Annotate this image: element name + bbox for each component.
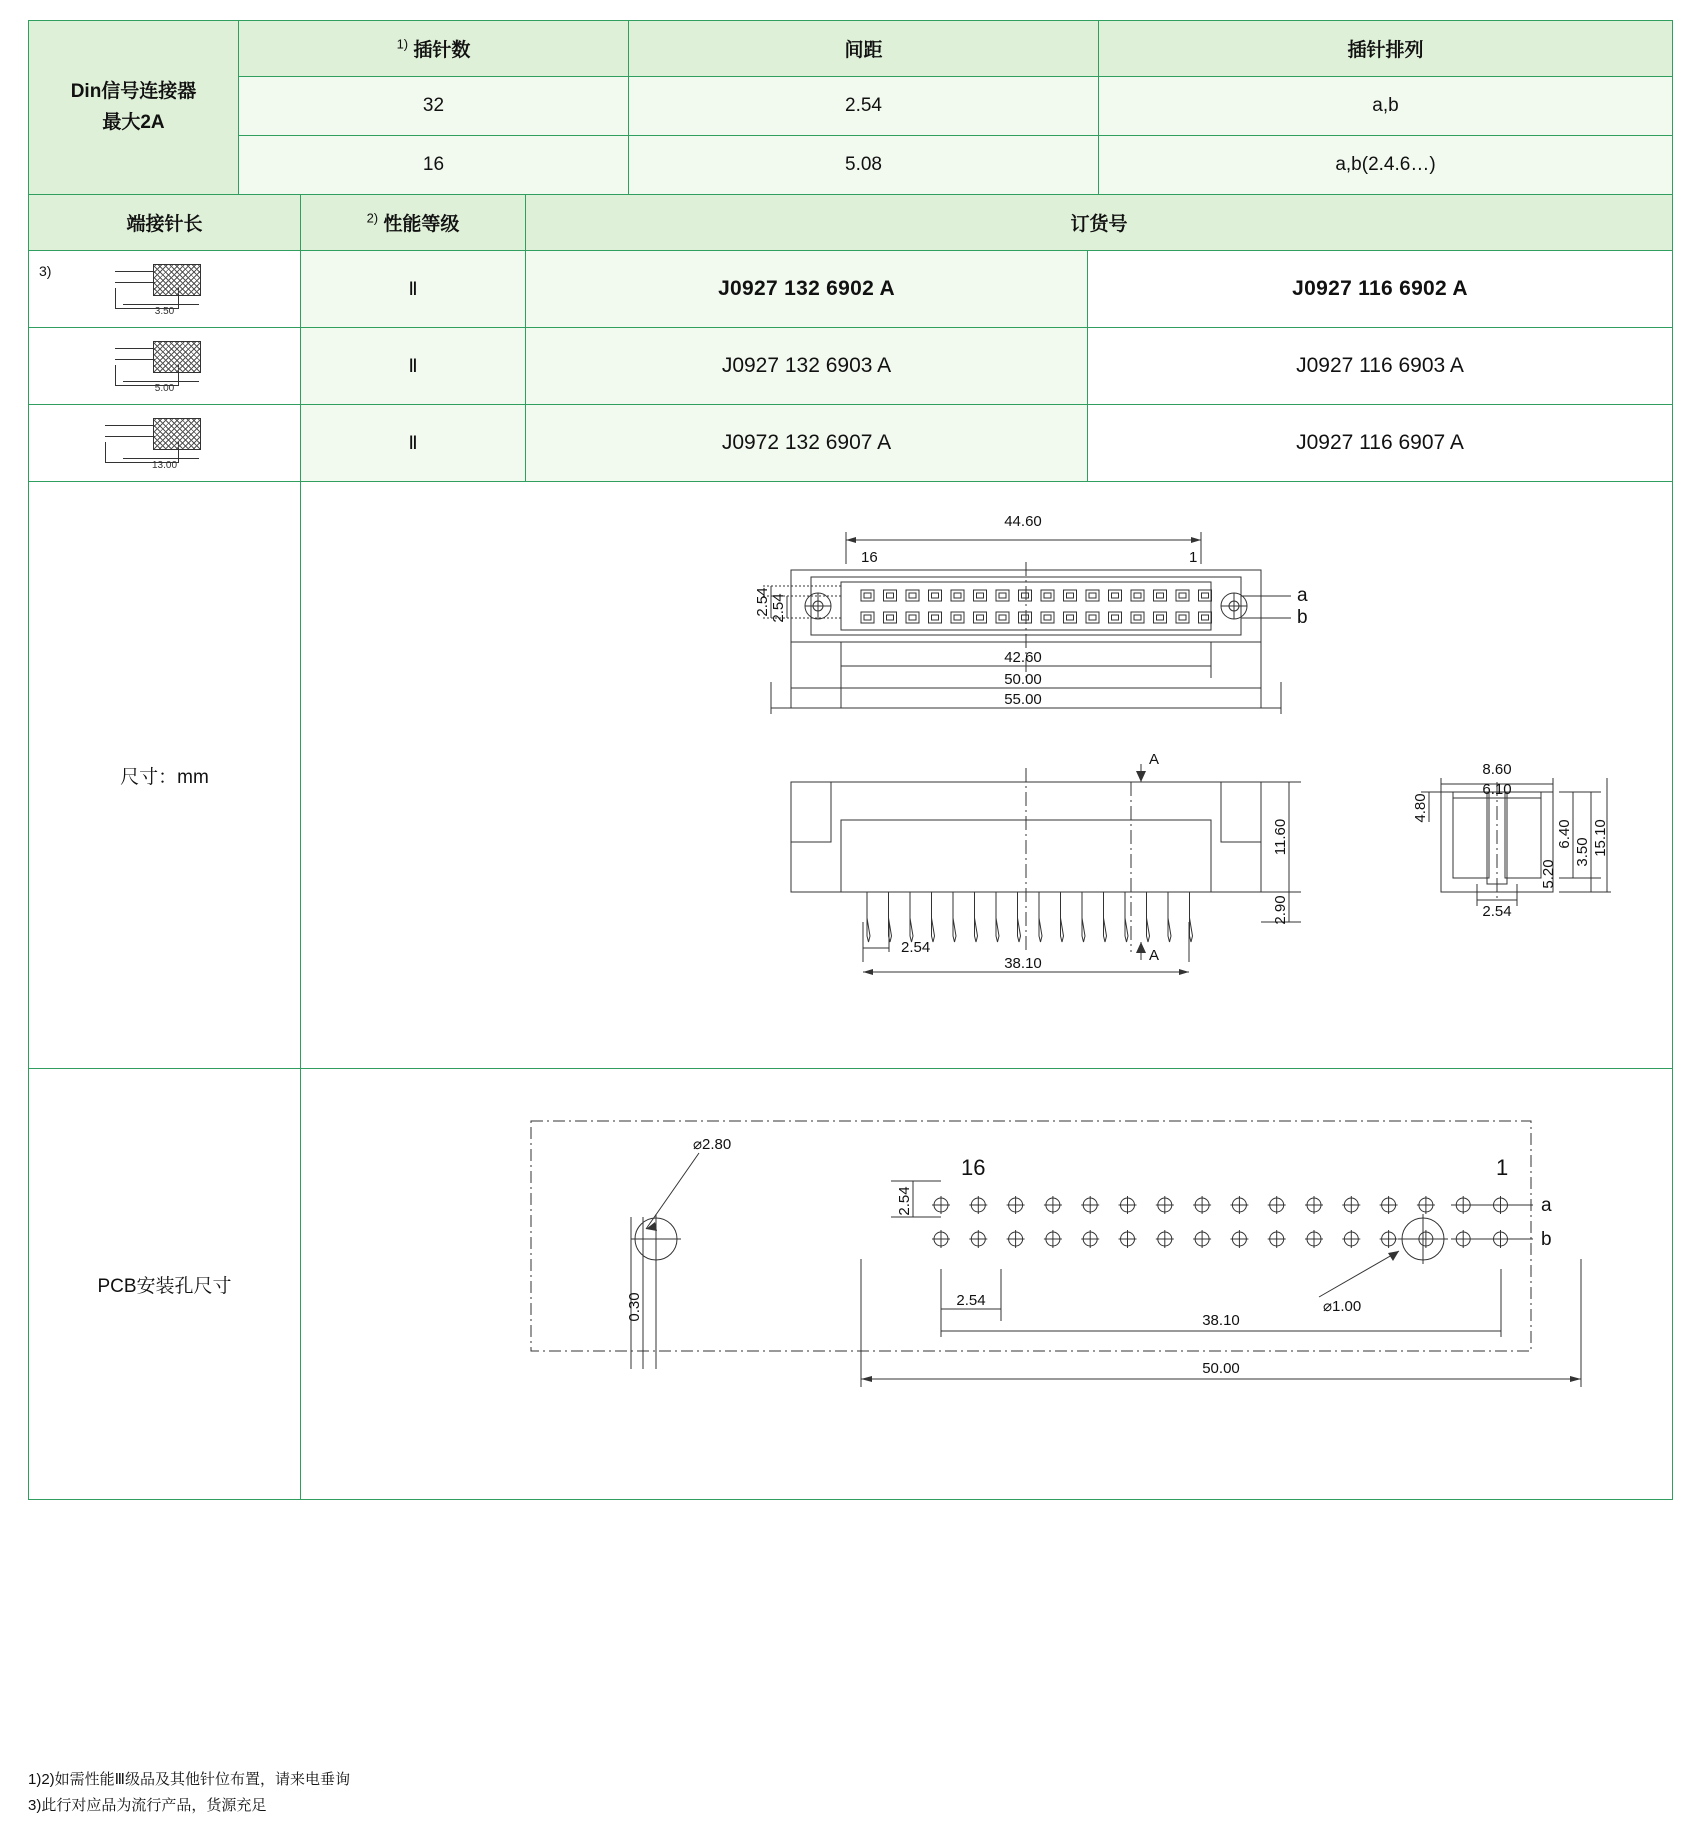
col-header-performance (301, 195, 526, 251)
spec-pitch-2: 5.08 (629, 136, 1099, 195)
order-number-2b: J0927 116 6903 A (1088, 328, 1673, 405)
pin-length-pictogram-2 (29, 328, 301, 405)
pin-length-pictogram-1 (29, 251, 301, 328)
dim-254-left-1: 2.54 (754, 587, 771, 617)
pcb-row-b: b (1541, 1229, 1552, 1250)
footnote-marker-3: 3) (39, 263, 52, 279)
spec-row-header-line1: Din信号连接器 (70, 81, 197, 103)
order-number-2a: J0927 132 6903 A (526, 328, 1088, 405)
dim-5500: 55.00 (1004, 691, 1042, 708)
dim-030: 0.30 (626, 1292, 643, 1322)
dim-3810-side: 38.10 (1004, 955, 1042, 972)
dim-350: 3.50 (1574, 837, 1591, 867)
dim-290: 2.90 (1272, 895, 1289, 925)
dim-254-vertical: 2.54 (896, 1186, 913, 1216)
row-label-a: a (1297, 585, 1308, 606)
footnote-line-2: 3)此行对应品为流行产品，货源充足 (28, 1796, 267, 1814)
spec-row-header (29, 21, 239, 195)
dim-4460: 44.60 (1004, 513, 1042, 530)
spec-row-header-line2: 最大2A (102, 111, 165, 133)
pcb-hole-svg (301, 1069, 1671, 1499)
dim-254-pitch: 2.54 (901, 939, 931, 956)
footnote-marker-2: 2) (366, 210, 379, 226)
pcb-label-16: 16 (961, 1155, 986, 1180)
pin-pictogram (105, 258, 225, 320)
section-mark-a-top: A (1149, 751, 1160, 768)
table-row (29, 328, 1673, 405)
performance-grade-3: Ⅱ (301, 405, 526, 482)
pin-length-pictogram-3 (29, 405, 301, 482)
dim-254-left-2: 2.54 (770, 593, 787, 623)
dim-3810-pcb: 38.10 (1202, 1312, 1240, 1329)
spec-pitch-1: 2.54 (629, 77, 1099, 136)
table-row (29, 77, 1673, 136)
pin-length-dim-3: 13.00 (151, 460, 178, 471)
spec-arrangement-2: a,b(2.4.6…) (1099, 136, 1673, 195)
dimension-units-label: 尺寸：mm (29, 482, 301, 1069)
footnote-line-1: 1)2)如需性能Ⅲ级品及其他针位布置，请来电垂询 (28, 1771, 351, 1788)
performance-grade-2: Ⅱ (301, 328, 526, 405)
dim-254-section: 2.54 (1482, 903, 1512, 920)
performance-grade-1: Ⅱ (301, 251, 526, 328)
col-header-order-no: 订货号 (526, 195, 1673, 251)
table-row (29, 251, 1673, 328)
dim-hole-100: ⌀1.00 (1323, 1298, 1362, 1315)
dim-480: 4.80 (1412, 793, 1429, 823)
order-table (28, 194, 1673, 482)
col-header-pins (239, 21, 629, 77)
pin-length-dim-2: 5.00 (154, 383, 175, 394)
pin-label-16: 16 (861, 549, 878, 566)
dimension-drawing-canvas (301, 482, 1673, 1069)
specification-table (28, 20, 1673, 195)
dim-860: 8.60 (1482, 761, 1512, 778)
spec-pins-1: 32 (239, 77, 629, 136)
footnote-marker-1: 1) (396, 36, 409, 52)
pcb-hole-section (28, 1068, 1673, 1500)
dim-5000: 50.00 (1004, 671, 1042, 688)
dim-254-horizontal: 2.54 (956, 1292, 986, 1309)
dimension-drawings-svg (301, 482, 1671, 1068)
pcb-hole-label: PCB安装孔尺寸 (29, 1069, 301, 1500)
pin-label-1: 1 (1189, 549, 1198, 566)
dim-5000-pcb: 50.00 (1202, 1360, 1240, 1377)
section-mark-a-bottom: A (1149, 947, 1160, 964)
col-header-arrangement: 插针排列 (1099, 21, 1673, 77)
dim-1160: 11.60 (1272, 818, 1289, 856)
dim-4260: 42.60 (1004, 649, 1042, 666)
footnotes (28, 1767, 350, 1818)
row-label-b: b (1297, 607, 1308, 628)
dim-610: 6.10 (1482, 781, 1512, 798)
table-row (29, 405, 1673, 482)
order-number-3b: J0927 116 6907 A (1088, 405, 1673, 482)
pcb-row-a: a (1541, 1195, 1552, 1216)
order-number-3a: J0972 132 6907 A (526, 405, 1088, 482)
order-number-1a: J0927 132 6902 A (526, 251, 1088, 328)
dimension-drawing-section (28, 481, 1673, 1069)
table-row (29, 195, 1673, 251)
spec-arrangement-1: a,b (1099, 77, 1673, 136)
table-row (29, 1069, 1673, 1500)
pin-pictogram (105, 335, 225, 397)
order-number-1b: J0927 116 6902 A (1088, 251, 1673, 328)
table-row (29, 21, 1673, 77)
pin-length-dim-1: 3.50 (154, 306, 175, 317)
col-header-pitch: 间距 (629, 21, 1099, 77)
dim-hole-280: ⌀2.80 (693, 1136, 732, 1153)
table-row (29, 136, 1673, 195)
col-header-pin-length: 端接针长 (29, 195, 301, 251)
spec-pins-2: 16 (239, 136, 629, 195)
col-header-performance-label: 性能等级 (383, 214, 460, 235)
dim-520: 5.20 (1540, 859, 1557, 889)
pcb-label-1: 1 (1496, 1155, 1509, 1180)
pcb-drawing-canvas (301, 1069, 1673, 1500)
col-header-pins-label: 插针数 (413, 40, 471, 61)
pin-pictogram (105, 412, 225, 474)
dim-1510: 15.10 (1592, 819, 1609, 857)
dim-640: 6.40 (1556, 819, 1573, 849)
table-row (29, 482, 1673, 1069)
